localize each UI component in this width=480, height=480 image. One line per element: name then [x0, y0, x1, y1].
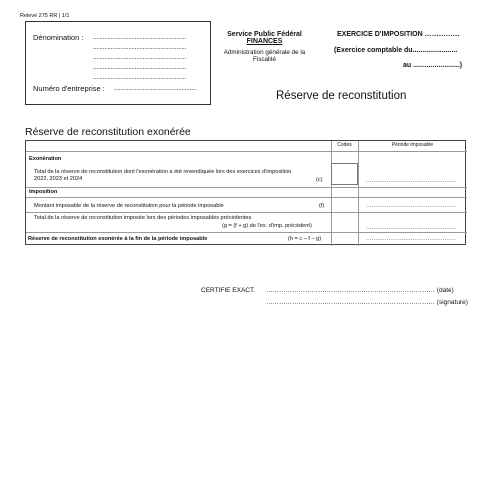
- row-h-code: (h = c – f – g): [288, 236, 322, 242]
- document-title: Réserve de reconstitution: [276, 90, 407, 102]
- col-header-period: Période imposable: [391, 142, 434, 148]
- row-c-code-box: [331, 163, 358, 185]
- row-f-code: (f): [319, 203, 325, 209]
- denomination-line-1[interactable]: ..........................................................: [93, 34, 187, 41]
- identity-box: [25, 21, 211, 105]
- tax-year-field[interactable]: EXERCICE D'IMPOSITION ……………: [337, 31, 460, 38]
- row-c-value[interactable]: …………………………………………: [366, 178, 456, 184]
- row-f-value[interactable]: …………………………………………: [366, 203, 456, 209]
- denomination-line-2[interactable]: ..........................................................: [93, 44, 187, 51]
- col-header-codes: Codes: [337, 142, 352, 148]
- certify-date-field[interactable]: …………………………………………………………………… (date): [266, 287, 454, 294]
- denomination-line-4[interactable]: ..........................................................: [93, 64, 187, 71]
- divider-f: [26, 212, 467, 213]
- row-c-code: (c): [316, 177, 323, 183]
- issuer-ministry: FINANCES: [246, 38, 283, 45]
- denomination-line-5[interactable]: ..........................................................: [93, 74, 187, 81]
- row-f-label: Montant imposable de la réserve de reconstitution pour la période imposable: [34, 203, 224, 209]
- row-g-label: Total de la réserve de reconstitution imposée lors des périodes imposables précédentes: [34, 215, 252, 221]
- divider-exoneration: [26, 187, 467, 188]
- row-h-label: Réserve de reconstitution exonérée à la fin de la période imposable: [28, 236, 208, 242]
- enterprise-number-label: Numéro d'entreprise :: [33, 84, 105, 93]
- row-h-value[interactable]: …………………………………………: [366, 236, 456, 242]
- section-exoneration: Exonération: [29, 156, 62, 162]
- accounting-period-from[interactable]: (Exercice comptable du.......................: [334, 47, 458, 54]
- row-g-code: (g = (f + g) de l'ex. d'imp. précédent): [222, 223, 312, 229]
- accounting-period-to[interactable]: au ........................): [403, 62, 463, 69]
- row-g-value[interactable]: …………………………………………: [366, 225, 456, 231]
- section-title: Réserve de reconstitution exonérée: [25, 126, 191, 138]
- page-reference: Relevé 275 RR | 1/1: [20, 13, 70, 19]
- row-c-label: Total de la réserve de reconstitution dont l'exonération a été revendiquée lors des exercices d'imposition 2022, 2023 et 2024: [34, 169, 292, 182]
- header-divider: [26, 151, 467, 152]
- section-imposition: Imposition: [29, 189, 58, 195]
- reserve-table: [25, 140, 466, 245]
- enterprise-number-field[interactable]: ...................................................: [114, 85, 196, 92]
- codes-col-right: [358, 141, 359, 246]
- issuer-block: [212, 31, 317, 63]
- denomination-line-3[interactable]: ..........................................................: [93, 54, 187, 61]
- denomination-label: Dénomination :: [33, 33, 84, 42]
- issuer-name: Service Public Fédéral: [227, 31, 302, 38]
- codes-col-left: [331, 141, 332, 246]
- certify-label: CERTIFIE EXACT.: [201, 287, 256, 294]
- certify-signature-field[interactable]: …………………………………………………………………… (signature): [266, 299, 468, 306]
- divider-g: [26, 232, 467, 233]
- issuer-administration: Administration générale de la Fiscalité: [223, 49, 306, 63]
- divider-imposition-header: [26, 197, 467, 198]
